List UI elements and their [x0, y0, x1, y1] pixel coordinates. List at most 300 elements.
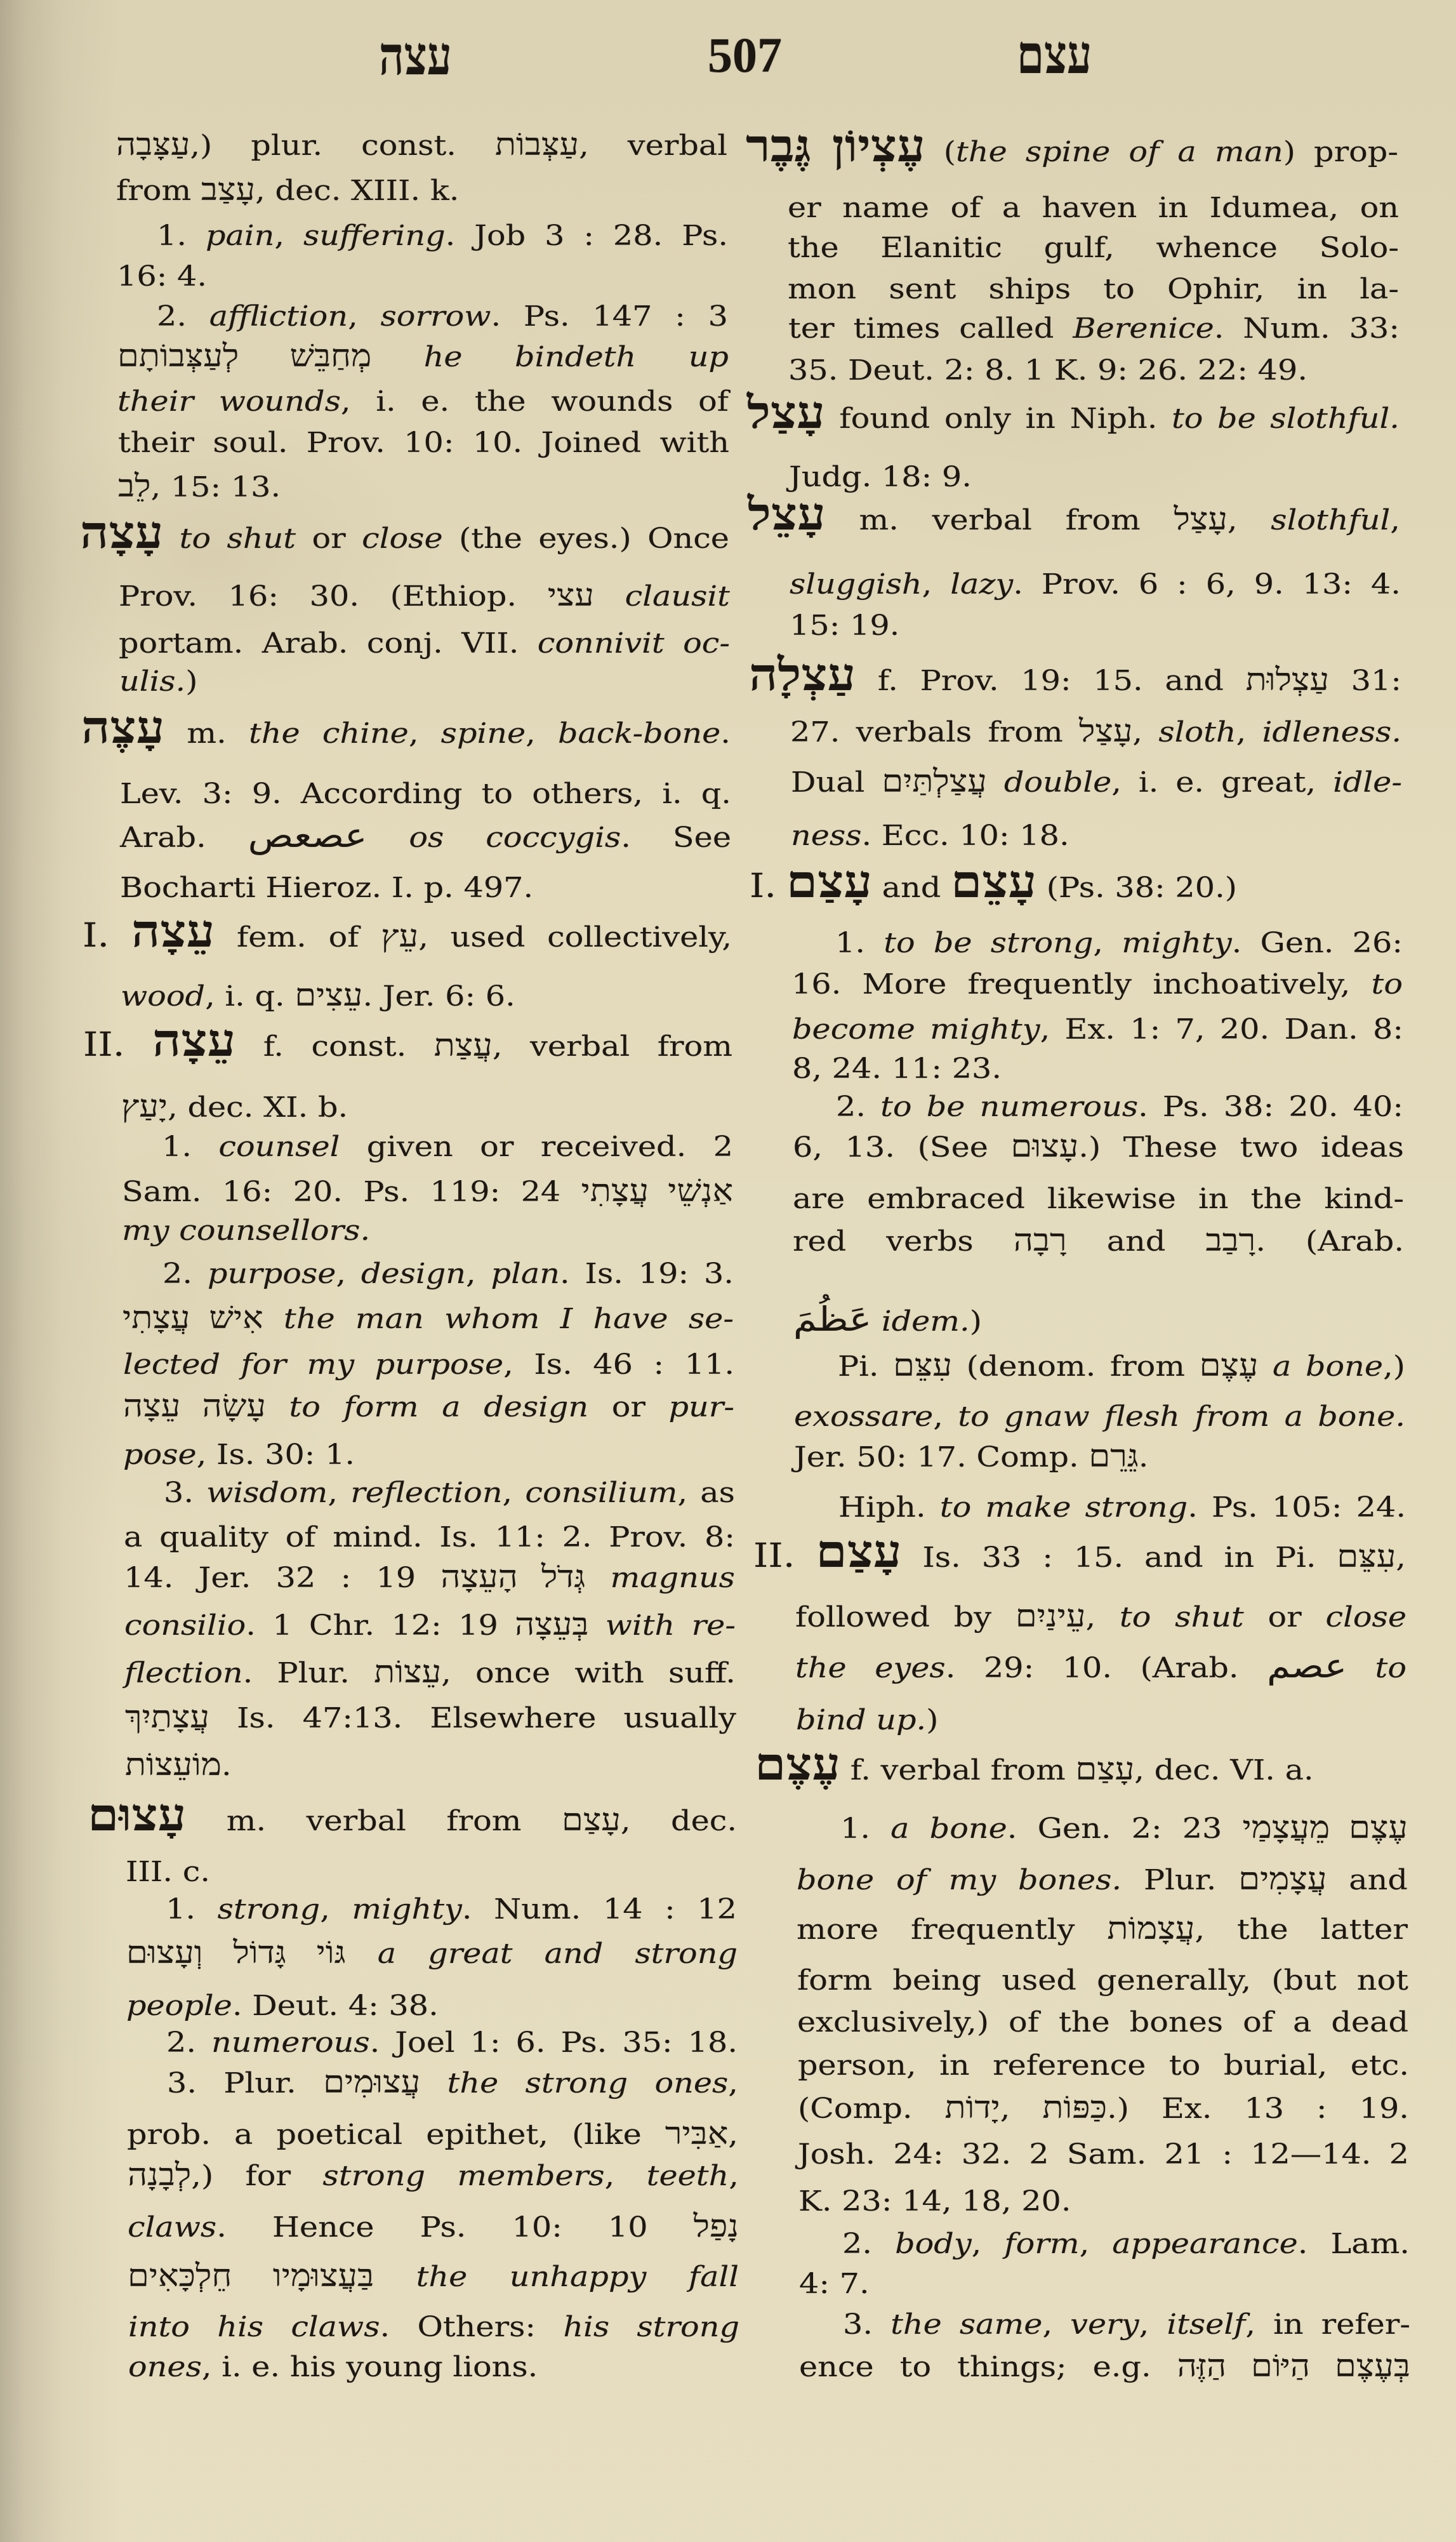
hebrew-word: עֶצֶם: [1199, 1349, 1259, 1383]
entry-head-line: [746, 122, 1399, 178]
text-run: , dec.: [620, 1805, 737, 1837]
text-run: or: [1243, 1601, 1326, 1634]
text-run: , Ex. 1: 7, 20. Dan. 8:: [1040, 1013, 1403, 1046]
sense-line: [840, 1804, 1408, 1854]
entry-head-line: [753, 1527, 1406, 1583]
hebrew-word: עָשָׂה עֵצָה: [122, 1390, 266, 1423]
headword: עַצְלָה: [748, 651, 856, 700]
text-run: ,: [933, 1401, 958, 1433]
italic-gloss: to gnaw flesh from a bone.: [958, 1401, 1405, 1433]
italic-gloss: ness: [790, 820, 862, 852]
italic-gloss: numerous: [211, 2026, 371, 2059]
text-run: III. c.: [125, 1856, 210, 1888]
text-run: 1.: [835, 927, 884, 959]
italic-gloss: sluggish: [789, 568, 922, 601]
italic-gloss: consilio: [124, 1609, 246, 1642]
text-run: Is. 33 : 15. and in Pi.: [901, 1541, 1337, 1574]
text-run: . Gen. 2: 23: [1007, 1813, 1243, 1845]
text-run: f. verbal from: [840, 1754, 1076, 1787]
text-run: Dual: [790, 766, 882, 799]
text-run: . Gen. 26:: [1231, 927, 1403, 959]
headword: עָצֵם: [951, 858, 1037, 907]
text-run: 16: 4.: [117, 260, 208, 293]
text-line: [795, 1643, 1406, 1694]
hebrew-word: גְּדֹל הָעֵצָה: [440, 1560, 586, 1594]
italic-gloss: pain: [205, 220, 275, 252]
hebrew-word: עִצֵּם: [892, 1349, 952, 1383]
text-run: , dec. XIII. k.: [255, 175, 460, 207]
italic-gloss: idle-: [1332, 766, 1402, 799]
text-run: , Is. 30: 1.: [197, 1439, 355, 1471]
text-line: [791, 959, 1403, 1010]
text-run: , verbal from: [492, 1030, 732, 1063]
text-run: ,: [1390, 504, 1401, 536]
text-run: m. verbal from: [826, 504, 1174, 536]
text-run: ,: [604, 2160, 647, 2192]
headword: עָצַל: [747, 389, 826, 438]
text-run: 2.: [162, 1258, 208, 1290]
text-run: . Prov. 6 : 6, 9. 13: 4.: [1013, 568, 1401, 601]
hebrew-word: עָצַב: [201, 173, 256, 207]
italic-gloss: Berenice: [1072, 312, 1214, 345]
text-run: form being used generally, (but not: [797, 1964, 1408, 1997]
entry-head-line: [747, 389, 1400, 444]
text-run: er name of a haven in Idumea, on: [787, 192, 1399, 224]
text-run: , as: [677, 1477, 735, 1509]
homograph-number: II.: [83, 1025, 125, 1064]
text-run: .) Ex. 13 : 19.: [1107, 2093, 1409, 2125]
text-run: K. 23: 14, 18, 20.: [798, 2185, 1071, 2218]
text-run: ,: [336, 1258, 361, 1290]
text-line: [790, 707, 1401, 758]
text-run: ,: [465, 1258, 491, 1290]
italic-gloss: suffering: [303, 220, 446, 252]
italic-gloss: into his claws: [128, 2311, 380, 2343]
text-run: exclusively,) of the bones of a dead: [797, 2006, 1409, 2039]
hebrew-word: עֲצוּמִים: [322, 2066, 420, 2099]
text-run: [1258, 1350, 1273, 1383]
hebrew-word: עֲצָמוֹת: [1107, 1912, 1195, 1946]
italic-gloss: a great and strong: [377, 1938, 738, 1970]
text-run: Sam. 16: 20. Ps. 119: 24: [122, 1176, 581, 1208]
italic-gloss: exossare: [794, 1401, 934, 1433]
homograph-number: I.: [82, 916, 110, 955]
text-run: 14. Jer. 32 : 19: [124, 1562, 441, 1594]
text-line: [799, 2342, 1410, 2393]
text-run: Hiph.: [838, 1491, 940, 1524]
text-run: ,: [1079, 2228, 1113, 2260]
headword: עֶצֶם: [755, 1740, 841, 1790]
text-run: ,: [408, 717, 441, 750]
text-run: . Is. 19: 3.: [559, 1258, 734, 1290]
hebrew-word: עָצַם: [561, 1804, 621, 1837]
italic-gloss: to: [1371, 968, 1403, 1001]
text-run: person, in reference to burial, etc.: [797, 2049, 1409, 2082]
italic-gloss: purpose: [207, 1258, 336, 1290]
italic-gloss: teeth: [646, 2160, 729, 2192]
text-run: .: [1139, 1441, 1149, 1474]
text-run: [986, 766, 1003, 799]
italic-gloss: design: [361, 1258, 466, 1290]
text-line: [796, 1695, 1407, 1746]
text-run: 31:: [1328, 665, 1401, 697]
italic-gloss: the unhappy fall: [416, 2261, 739, 2293]
italic-gloss: itself: [1167, 2308, 1246, 2341]
text-run: ,: [728, 2119, 739, 2151]
arabic-word: عصعص: [248, 816, 367, 855]
text-run: , once with suff.: [441, 1657, 736, 1689]
hebrew-word: עצי: [547, 579, 594, 613]
text-line: [793, 1296, 1405, 1347]
text-run: 4: 7.: [798, 2268, 870, 2300]
text-run: ,: [1000, 2093, 1043, 2125]
text-run: ): [185, 665, 198, 698]
italic-gloss: lazy: [950, 568, 1014, 601]
hebrew-word: עַצְּבוֹת: [494, 128, 579, 162]
text-run: ,: [971, 2228, 1005, 2260]
italic-gloss: close: [1325, 1601, 1406, 1634]
text-line: [788, 345, 1400, 396]
hebrew-word: עֵץ: [381, 920, 419, 954]
italic-gloss: spine: [440, 717, 526, 750]
text-run: , 15: 13.: [150, 471, 281, 503]
italic-gloss: sloth: [1158, 716, 1236, 749]
text-run: . Ps. 105: 24.: [1188, 1491, 1406, 1524]
text-run: .: [720, 717, 731, 750]
hebrew-word: עִצֵּם: [1337, 1540, 1396, 1574]
text-run: 1.: [166, 1893, 218, 1926]
text-line: [793, 1216, 1404, 1267]
italic-gloss: counsel: [218, 1131, 340, 1163]
italic-gloss: lected for my purpose: [122, 1348, 503, 1381]
text-run: .) These two ideas: [1078, 1131, 1404, 1164]
italic-gloss: wood: [121, 980, 206, 1013]
text-run: 2.: [166, 2026, 212, 2059]
running-head-left-guide-word: עצה: [379, 27, 452, 86]
text-run: (the eyes.) Once: [443, 522, 730, 555]
italic-gloss: clausit: [625, 580, 730, 613]
italic-gloss: double: [1003, 766, 1111, 799]
text-run: ,: [922, 568, 951, 601]
hebrew-word: עֲצָמִים: [1238, 1863, 1327, 1896]
text-run: found only in Niph.: [825, 403, 1172, 435]
hebrew-word: מְחַבֵּשׁ לְעַצְּבוֹתָם: [117, 340, 372, 373]
entry-head-line: [748, 490, 1401, 546]
text-run: Prov. 16: 30. (Ethiop.: [118, 580, 548, 613]
hebrew-word: כַּפּוֹת: [1042, 2091, 1108, 2125]
text-line: [790, 601, 1401, 651]
text-run: 1.: [161, 1131, 219, 1163]
hebrew-word: רָבָה: [1014, 1224, 1068, 1258]
text-run: 1.: [156, 220, 206, 252]
text-run: ,: [328, 1477, 350, 1509]
text-run: f. Prov. 19: 15. and: [855, 665, 1246, 697]
text-run: followed by: [795, 1601, 1016, 1634]
text-run: Bocharti Hieroz. I. p. 497.: [120, 872, 534, 904]
text-run: (: [925, 136, 956, 168]
text-run: fem. of: [215, 921, 381, 954]
italic-gloss: flection: [124, 1657, 243, 1689]
hebrew-word: רָבַב: [1205, 1224, 1256, 1258]
text-run: ,: [1085, 1601, 1120, 1634]
text-run: ,: [1236, 716, 1262, 749]
italic-gloss: the man whom I have se-: [284, 1303, 734, 1335]
text-run: ,): [1382, 1350, 1405, 1383]
italic-gloss: body: [895, 2228, 972, 2260]
text-run: 8, 24. 11: 23.: [791, 1053, 1002, 1085]
italic-gloss: form: [1004, 2228, 1080, 2260]
text-run: (Comp.: [798, 2093, 945, 2125]
text-run: . (Arab.: [1255, 1225, 1405, 1258]
text-run: . Deut. 4: 38.: [232, 1990, 439, 2022]
headword: עָצֶה: [81, 703, 165, 753]
text-line: [793, 1122, 1404, 1173]
italic-gloss: back-bone: [558, 717, 721, 750]
hebrew-word: לֵב: [117, 470, 151, 503]
text-run: . Others:: [380, 2311, 564, 2343]
text-run: red verbs: [793, 1225, 1014, 1258]
text-run: 35. Deut. 2: 8. 1 K. 9: 26. 22: 49.: [788, 354, 1307, 387]
text-run: 2.: [836, 1091, 881, 1123]
headword: עָצָה: [80, 509, 164, 558]
italic-gloss: strong: [217, 1893, 321, 1926]
text-run: Jer. 50: 17. Comp.: [794, 1441, 1089, 1474]
italic-gloss: to shut: [180, 522, 296, 555]
italic-gloss: to form a design: [289, 1391, 589, 1423]
entry-head-line: [748, 651, 1401, 707]
text-run: a quality of mind. Is. 11: 2. Prov. 8:: [124, 1521, 736, 1554]
italic-gloss: os coccygis: [409, 822, 621, 854]
italic-gloss: idem.: [881, 1305, 970, 1338]
hebrew-word: מוֹעֵצוֹת: [125, 1748, 222, 1782]
text-run: , used collectively,: [418, 921, 732, 954]
italic-gloss: magnus: [610, 1562, 736, 1594]
text-run: [1347, 1652, 1375, 1684]
italic-gloss: claws: [128, 2211, 217, 2244]
text-run: . Ecc. 10: 18.: [861, 820, 1069, 852]
text-line: [797, 1855, 1408, 1906]
text-run: 1.: [840, 1813, 890, 1845]
italic-gloss: bone of my bones.: [797, 1864, 1122, 1896]
italic-gloss: their wounds: [117, 385, 341, 418]
text-run: m. verbal from: [185, 1805, 562, 1837]
homograph-number: II.: [753, 1536, 795, 1575]
text-run: , verbal: [579, 130, 728, 162]
text-run: . Joel 1: 6. Ps. 35: 18.: [370, 2026, 738, 2059]
text-run: . 29: 10. (Arab.: [945, 1652, 1267, 1684]
text-run: ,) plur. const.: [190, 130, 495, 162]
entry-head-line: [750, 858, 1402, 914]
text-run: 16. More frequently inchoatively,: [791, 968, 1372, 1001]
text-run: ,: [1396, 1541, 1406, 1574]
text-run: ,: [320, 1893, 352, 1926]
text-run: 3.: [163, 1477, 206, 1509]
italic-gloss: the eyes: [795, 1652, 946, 1684]
text-run: . Job 3 : 28. Ps.: [445, 220, 728, 252]
headword: עֶצְיוֹן גֶּבֶר: [746, 122, 925, 171]
italic-gloss: strong members: [322, 2160, 605, 2192]
text-run: 6, 13. (See: [792, 1131, 1011, 1164]
text-run: , the latter: [1195, 1913, 1408, 1946]
italic-gloss: pose: [123, 1439, 197, 1471]
text-run: ,: [728, 2160, 739, 2192]
text-run: . Hence Ps. 10: 10: [216, 2211, 694, 2244]
text-run: , i. q.: [205, 980, 295, 1013]
text-run: ,: [1132, 716, 1159, 749]
text-run: portam. Arab. conj. VII.: [119, 627, 538, 660]
text-run: , in refer-: [1245, 2308, 1410, 2341]
italic-gloss: appearance: [1112, 2228, 1298, 2260]
hebrew-word: נָפַל: [693, 2210, 739, 2244]
text-run: . See: [621, 822, 731, 854]
italic-gloss: to shut: [1119, 1601, 1244, 1634]
italic-gloss: a bone: [890, 1813, 1007, 1845]
page-number: 507: [708, 27, 782, 83]
text-run: .: [222, 1750, 232, 1782]
hebrew-word: עֵינַיִם: [1015, 1600, 1086, 1634]
italic-gloss: very: [1070, 2308, 1139, 2341]
italic-gloss: become mighty: [791, 1013, 1040, 1046]
italic-gloss: plan: [491, 1258, 560, 1290]
headword: עֵצָה: [131, 907, 215, 957]
text-run: ): [969, 1305, 983, 1338]
text-line: [797, 1905, 1408, 1955]
text-run: and: [1327, 1864, 1408, 1896]
text-run: , dec. VI. a.: [1134, 1754, 1314, 1787]
text-run: ,: [728, 2067, 738, 2099]
text-run: more frequently: [797, 1913, 1108, 1946]
italic-gloss: my counsellors.: [122, 1214, 371, 1247]
text-run: 27. verbals from: [790, 716, 1080, 749]
italic-gloss: the spine of a man: [956, 136, 1283, 168]
italic-gloss: to: [1375, 1652, 1407, 1684]
text-run: [871, 1305, 882, 1338]
hebrew-word: יָעַץ: [121, 1090, 168, 1124]
hebrew-word: אַבִּיר: [665, 2117, 729, 2151]
italic-gloss: the same: [890, 2308, 1043, 2341]
italic-gloss: to be strong: [884, 927, 1094, 959]
text-run: [795, 1541, 816, 1574]
hebrew-word: גּוֹי גָּדוֹל וְעָצוּם: [126, 1936, 346, 1970]
italic-gloss: wisdom: [206, 1477, 328, 1509]
hebrew-word: עֲצַת: [433, 1029, 493, 1063]
text-run: Pi.: [837, 1350, 893, 1383]
hebrew-word: עֲצָתַיִךְ: [124, 1701, 209, 1734]
text-run: 3. Plur.: [166, 2067, 323, 2099]
text-run: 3.: [842, 2308, 890, 2341]
text-run: Lev. 3: 9. According to others, i. q.: [119, 778, 731, 810]
text-run: 2.: [842, 2228, 896, 2260]
text-run: [777, 872, 787, 904]
italic-gloss: slothful: [1271, 504, 1391, 536]
text-run: Arab.: [119, 822, 248, 854]
text-run: m.: [164, 717, 249, 750]
italic-gloss: his strong: [563, 2311, 739, 2343]
text-run: ,) for: [190, 2160, 322, 2192]
hebrew-word: יָדוֹת: [944, 2091, 1000, 2125]
italic-gloss: bind up.: [795, 1704, 926, 1736]
headword: עָצֵל: [748, 490, 826, 540]
text-line: [791, 811, 1402, 862]
text-run: (denom. from: [951, 1350, 1200, 1383]
entry-head-line: [755, 1740, 1407, 1796]
text-run: and: [1067, 1225, 1206, 1258]
text-run: ,: [1042, 2308, 1071, 2341]
text-run: ,: [502, 1477, 526, 1509]
italic-gloss: ulis.: [119, 665, 185, 698]
text-run: , i. e. the wounds of: [341, 385, 729, 418]
text-run: Plur.: [1122, 1864, 1239, 1896]
text-run: are embraced likewise in the kind-: [793, 1183, 1405, 1215]
text-run: or: [296, 522, 362, 555]
hebrew-word: עָצַל: [1174, 503, 1228, 536]
text-run: Josh. 24: 32. 2 Sam. 21 : 12—14. 2: [798, 2138, 1410, 2171]
text-line: [794, 1432, 1405, 1483]
text-run: ,: [1139, 2308, 1167, 2341]
text-run: ,: [526, 717, 559, 750]
hebrew-word: עַצָּבָה: [116, 128, 190, 162]
text-run: . Jer. 6: 6.: [362, 980, 516, 1013]
arabic-word: عصم: [1267, 1647, 1347, 1686]
hebrew-word: אִישׁ עֲצָתִי: [122, 1301, 263, 1335]
italic-gloss: affliction: [209, 300, 348, 333]
text-run: ,: [1093, 927, 1122, 959]
text-run: Judg. 18: 9.: [788, 461, 972, 493]
running-head-right-guide-word: עצם: [1017, 26, 1092, 85]
text-run: , Is. 46 : 11.: [503, 1348, 734, 1381]
hebrew-word: בַּעֲצוּמָיו חֵלְכָּאִים: [128, 2259, 374, 2293]
text-run: or: [588, 1391, 669, 1423]
italic-gloss: he bindeth up: [423, 341, 729, 373]
text-run: , dec. XI. b.: [168, 1091, 348, 1124]
hebrew-word: עָצוּם: [1010, 1130, 1078, 1164]
italic-gloss: with re-: [605, 1609, 736, 1642]
hebrew-word: עֵצִים: [295, 979, 363, 1013]
text-run: . Lam.: [1297, 2228, 1410, 2260]
italic-gloss: to be numerous: [880, 1091, 1139, 1123]
headword: עָצַם: [786, 858, 873, 907]
text-line: [791, 757, 1402, 808]
text-run: their soul. Prov. 10: 10. Joined with: [117, 427, 729, 459]
text-run: and: [872, 872, 951, 904]
italic-gloss: to be slothful.: [1172, 403, 1400, 435]
text-run: the Elanitic gulf, whence Solo-: [787, 232, 1399, 264]
text-run: ter times called: [788, 312, 1073, 345]
italic-gloss: the chine: [249, 717, 409, 750]
hebrew-word: אַנְשֵׁי עֲצָתִי: [581, 1175, 734, 1208]
text-run: ,: [274, 220, 303, 252]
text-line: [798, 2129, 1409, 2180]
hebrew-word: לְבָנָה: [127, 2159, 191, 2192]
hebrew-word: בְּעֶצֶם הַיּוֹם הַזֶּה: [1177, 2350, 1411, 2383]
hebrew-word: עֶצֶם מֵעֲצָמַי: [1242, 1811, 1408, 1845]
italic-gloss: mighty: [352, 1893, 463, 1926]
text-run: f. const.: [235, 1030, 434, 1063]
hebrew-word: עָצַל: [1079, 715, 1133, 749]
text-run: prob. a poetical epithet, (like: [127, 2119, 666, 2151]
text-run: ence to things; e.g.: [799, 2351, 1177, 2383]
italic-gloss: sorrow: [380, 300, 491, 333]
text-run: 2.: [157, 300, 210, 333]
italic-gloss: consilium: [525, 1477, 678, 1509]
italic-gloss: idleness.: [1262, 716, 1402, 749]
arabic-word: عَظُمَ: [793, 1300, 872, 1339]
text-run: . Num. 14 : 12: [462, 1893, 738, 1926]
italic-gloss: connivit oc-: [538, 627, 731, 660]
text-run: ) prop-: [1283, 136, 1399, 168]
text-run: (Ps. 38: 20.): [1036, 872, 1238, 904]
headword: עָצַם: [816, 1527, 902, 1577]
